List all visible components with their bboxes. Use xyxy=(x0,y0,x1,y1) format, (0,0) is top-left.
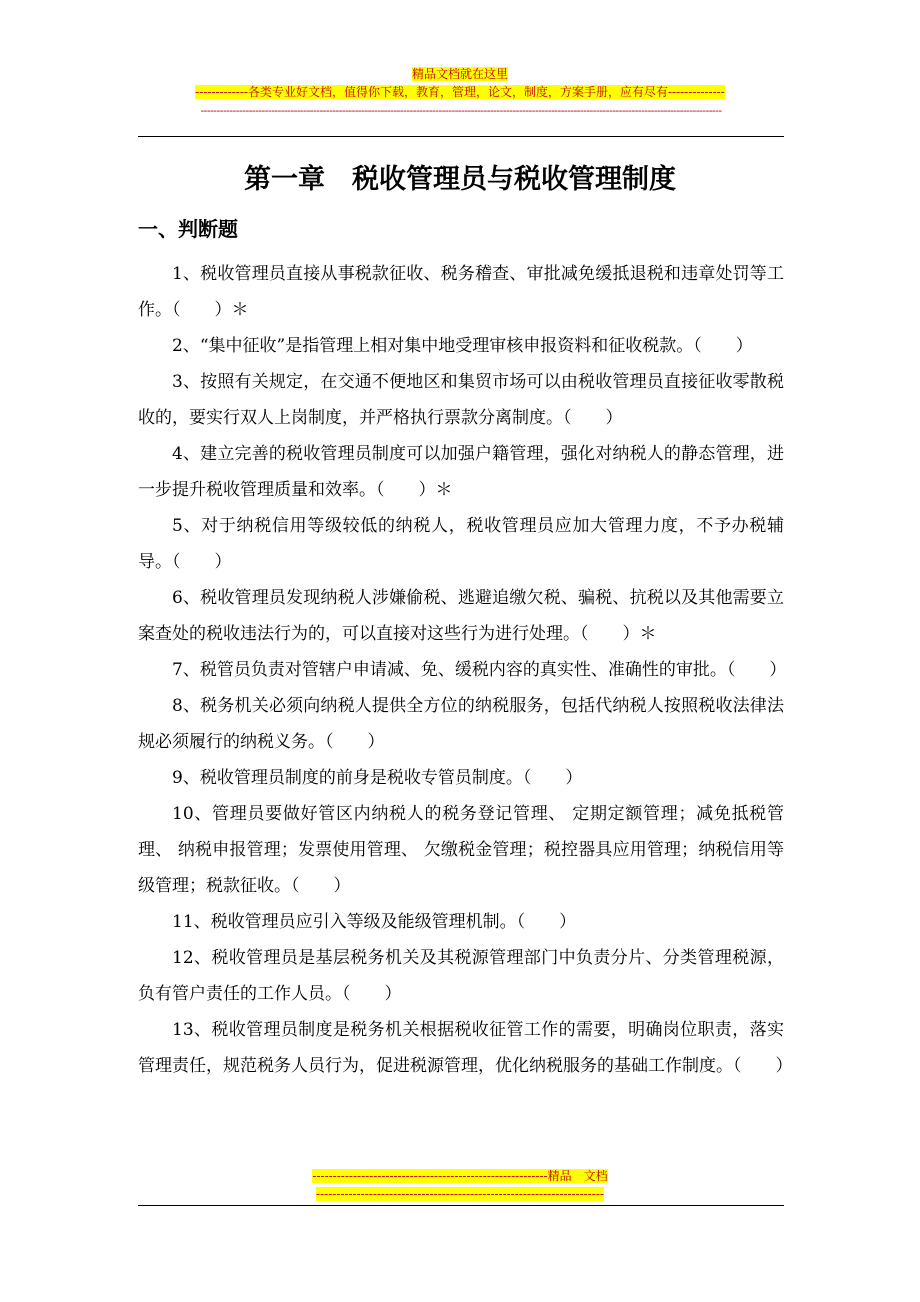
header-banner xyxy=(0,84,920,100)
header-banner-text: -------------各类专业好文档，值得你下载，教育，管理，论文，制度，方案手册，应有尽有-------------- xyxy=(195,85,725,99)
chapter-title: 第一章 税收管理员与税收管理制度 xyxy=(244,164,676,195)
section-title: 一、判断题 xyxy=(138,217,238,241)
question-list xyxy=(138,256,793,1084)
header-rule-text: ------------------------------------------------------------------------------------------------------------------------------------------------------------------ xyxy=(200,104,722,117)
question-item: 7、税管员负责对管辖户申请减、免、缓税内容的真实性、准确性的审批。（ ） xyxy=(172,660,787,680)
question-item: 10、管理员要做好管区内纳税人的税务登记管理、 定期定额管理；减免抵税管理、 纳税申报管理；发票使用管理、 欠缴税金管理；税控器具应用管理；纳税信用等级管理；税款征收。（ ） xyxy=(138,804,784,896)
footer-line-2 xyxy=(0,1186,920,1202)
footer-divider xyxy=(138,1205,784,1206)
header-title-text: 精品文档就在这里 xyxy=(411,67,508,81)
footer-line-1 xyxy=(0,1168,920,1184)
question-item: 4、建立完善的税收管理员制度可以加强户籍管理，强化对纳税人的静态管理，进一步提升税收管理质量和效率。（ ）＊ xyxy=(138,444,784,500)
question-item: 8、税务机关必须向纳税人提供全方位的纳税服务，包括代纳税人按照税收法律法规必须履行的纳税义务。（ ） xyxy=(138,696,784,752)
question-item: 1、税收管理员直接从事税款征收、税务稽查、审批减免缓抵退税和违章处罚等工作。（ ）＊ xyxy=(138,264,784,320)
question-item: 2、“集中征收”是指管理上相对集中地受理审核申报资料和征收税款。（ ） xyxy=(172,336,753,356)
footer-line-1-text: ----------------------------------------------------------精品 文档 xyxy=(312,1169,608,1183)
header-title xyxy=(0,66,920,82)
footer-line-2-text: ----------------------------------------------------------------------- xyxy=(316,1187,604,1201)
question-item: 6、税收管理员发现纳税人涉嫌偷税、逃避追缴欠税、骗税、抗税以及其他需要立案查处的税收违法行为的，可以直接对这些行为进行处理。（ ）＊ xyxy=(138,588,784,644)
question-item: 13、税收管理员制度是税务机关根据税收征管工作的需要，明确岗位职责，落实管理责任，规范税务人员行为，促进税源管理，优化纳税服务的基础工作制度。（ ） xyxy=(138,1020,793,1076)
question-item: 12、税收管理员是基层税务机关及其税源管理部门中负责分片、分类管理税源，负有管户责任的工作人员。（ ） xyxy=(138,948,784,1004)
question-item: 11、税收管理员应引入等级及能级管理机制。（ ） xyxy=(172,912,577,932)
question-item: 9、税收管理员制度的前身是税收专管员制度。（ ） xyxy=(172,768,583,788)
question-item: 3、按照有关规定，在交通不便地区和集贸市场可以由税收管理员直接征收零散税收的，要实行双人上岗制度，并严格执行票款分离制度。（ ） xyxy=(138,372,784,428)
header-divider xyxy=(138,136,784,137)
question-item: 5、对于纳税信用等级较低的纳税人，税收管理员应加大管理力度，不予办税辅导。（ ） xyxy=(138,516,784,572)
